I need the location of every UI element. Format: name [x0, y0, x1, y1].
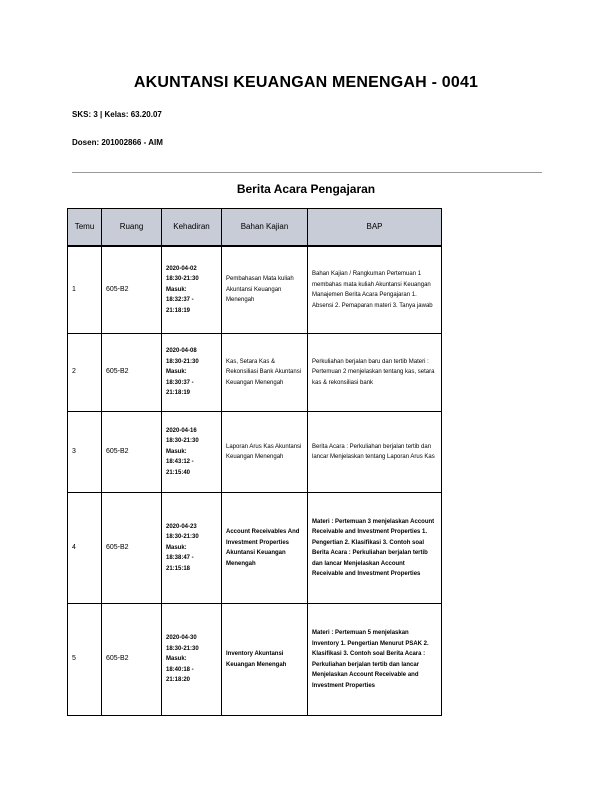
table-row [68, 493, 442, 604]
kehadiran-out: 21:15:40 [166, 469, 191, 476]
column-header-kehadiran: Kehadiran [162, 209, 222, 247]
kehadiran-label: Masuk: [166, 369, 187, 376]
cell-ruang: 605-B2 [102, 412, 162, 493]
divider [72, 172, 542, 173]
cell-bap: Materi : Pertemuan 5 menjelaskan Inventory 1. Pengertian Menurut PSAK 2. Klasifikasi 3. Contoh soal Berita Acara : Perkuliahan berjalan tertib dan lancar Menjelaskan Account Receivable and Investment Properties [308, 604, 442, 716]
kehadiran-label: Masuk: [166, 656, 187, 663]
kehadiran-out: 21:18:19 [166, 307, 191, 314]
cell-temu: 3 [68, 412, 102, 493]
table-row [68, 604, 442, 716]
cell-temu: 5 [68, 604, 102, 716]
cell-bap: Perkuliahan berjalan baru dan tertib Materi : Pertemuan 2 menjelaskan tentang kas, setara kas & rekonsiliasi bank [308, 334, 442, 412]
cell-bahan-kajian: Laporan Arus Kas Akuntansi Keuangan Menengah [222, 412, 308, 493]
cell-temu: 1 [68, 246, 102, 334]
cell-kehadiran [162, 334, 222, 412]
kehadiran-out: 21:18:20 [166, 677, 191, 684]
column-header-bap: BAP [308, 209, 442, 247]
kehadiran-date: 2020-04-08 [166, 348, 197, 355]
cell-ruang: 605-B2 [102, 604, 162, 716]
kehadiran-schedule: 18:30-21:30 [166, 645, 199, 652]
column-header-temu: Temu [68, 209, 102, 247]
cell-bahan-kajian: Kas, Setara Kas & Rekonsiliasi Bank Akuntansi Keuangan Menengah [222, 334, 308, 412]
cell-kehadiran [162, 246, 222, 334]
sks-kelas-line: SKS: 3 | Kelas: 63.20.07 [72, 110, 162, 119]
table-title: Berita Acara Pengajaran [236, 182, 376, 196]
kehadiran-date: 2020-04-23 [166, 523, 197, 530]
kehadiran-in: 18:43:12 - [166, 459, 194, 466]
cell-bap: Berita Acara : Perkuliahan berjalan tertib dan lancar Menjelaskan tentang Laporan Arus Kas [308, 412, 442, 493]
kehadiran-out: 21:18:19 [166, 390, 191, 397]
table-header-row [68, 209, 442, 247]
column-header-ruang: Ruang [102, 209, 162, 247]
cell-bahan-kajian: Inventory Akuntansi Keuangan Menengah [222, 604, 308, 716]
cell-ruang: 605-B2 [102, 493, 162, 604]
cell-bap: Bahan Kajian / Rangkuman Pertemuan 1 membahas mata kuliah Akuntansi Keuangan Manajemen Berita Acara Pengajaran 1. Absensi 2. Pemaparan materi 3. Tanya jawab [308, 246, 442, 334]
kehadiran-date: 2020-04-16 [166, 427, 197, 434]
cell-kehadiran [162, 493, 222, 604]
document-title: AKUNTANSI KEUANGAN MENENGAH - 0041 [133, 74, 479, 91]
kehadiran-date: 2020-04-30 [166, 635, 197, 642]
cell-bahan-kajian: Pembahasan Mata kuliah Akuntansi Keuangan Menengah [222, 246, 308, 334]
kehadiran-out: 21:15:18 [166, 565, 191, 572]
cell-bap: Materi : Pertemuan 3 menjelaskan Account Receivable and Investment Properties 1. Pengertian 2. Klasifikasi 3. Contoh soal Berita Acara : Perkuliahan berjalan tertib dan lancar Menjelaskan Account Receivable and Investment Properties [308, 493, 442, 604]
kehadiran-in: 18:32:37 - [166, 297, 194, 304]
cell-temu: 2 [68, 334, 102, 412]
cell-ruang: 605-B2 [102, 246, 162, 334]
column-header-bahan-kajian: Bahan Kajian [222, 209, 308, 247]
kehadiran-in: 18:38:47 - [166, 555, 194, 562]
kehadiran-schedule: 18:30-21:30 [166, 534, 199, 541]
kehadiran-label: Masuk: [166, 544, 187, 551]
kehadiran-date: 2020-04-02 [166, 265, 197, 272]
table-row [68, 334, 442, 412]
dosen-line: Dosen: 201002866 - AIM [72, 138, 163, 147]
cell-bahan-kajian: Account Receivables And Investment Properties Akuntansi Keuangan Menengah [222, 493, 308, 604]
kehadiran-schedule: 18:30-21:30 [166, 438, 199, 445]
bap-table [67, 208, 442, 716]
table-row [68, 412, 442, 493]
table-row [68, 246, 442, 334]
kehadiran-schedule: 18:30-21:30 [166, 276, 199, 283]
kehadiran-in: 18:30:37 - [166, 379, 194, 386]
cell-ruang: 605-B2 [102, 334, 162, 412]
cell-temu: 4 [68, 493, 102, 604]
kehadiran-schedule: 18:30-21:30 [166, 358, 199, 365]
cell-kehadiran [162, 604, 222, 716]
kehadiran-label: Masuk: [166, 286, 187, 293]
cell-kehadiran [162, 412, 222, 493]
kehadiran-label: Masuk: [166, 448, 187, 455]
kehadiran-in: 18:40:18 - [166, 666, 194, 673]
